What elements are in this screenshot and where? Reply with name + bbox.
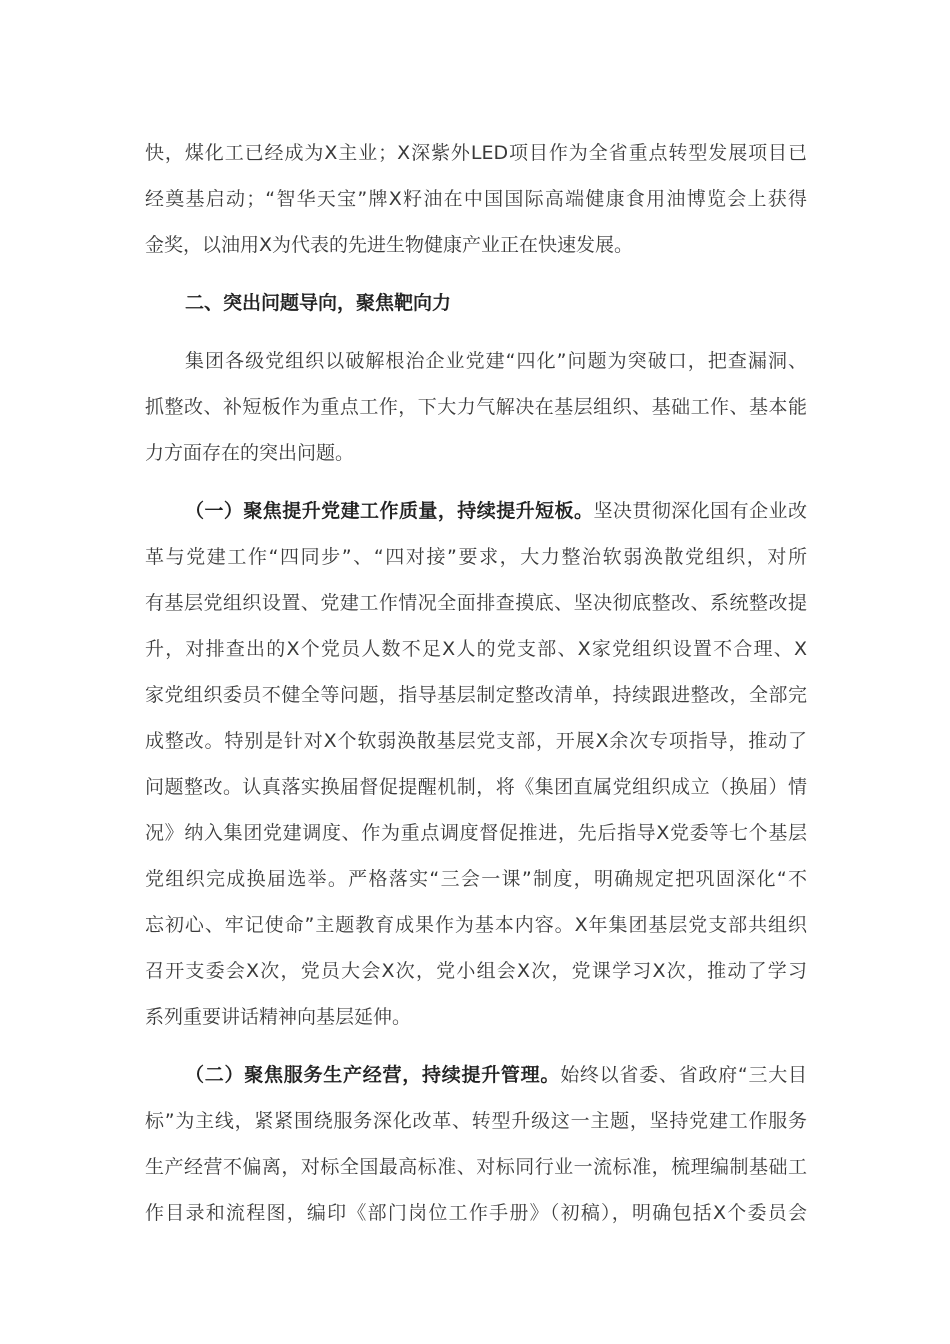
text-line: 作目录和流程图，编印《部门岗位工作手册》（初稿），明确包括X个委员会 (145, 1202, 807, 1224)
text-line (145, 1052, 807, 1098)
text-line: 召开支委会X次，党员大会X次，党小组会X次，党课学习X次，推动了学习 (145, 960, 807, 982)
text-line: 金奖，以油用X为代表的先进生物健康产业正在快速发展。 (145, 234, 634, 256)
paragraph-1 (145, 130, 807, 268)
subsection-lead: （二）聚焦服务生产经营，持续提升管理。 (185, 1064, 561, 1086)
text-line: 生产经营不偏离，对标全国最高标准、对标同行业一流标准，梳理编制基础工 (145, 1156, 807, 1178)
paragraph-2 (145, 338, 807, 476)
text-line: 问题整改。认真落实换届督促提醒机制，将《集团直属党组织成立（换届）情 (145, 776, 807, 798)
text-line (145, 488, 807, 534)
text-line: 经奠基启动；“智华天宝”牌X籽油在中国国际高端健康食用油博览会上获得 (145, 188, 807, 210)
text-line: 况》纳入集团党建调度、作为重点调度督促推进，先后指导X党委等七个基层 (145, 822, 807, 844)
text-line: 快，煤化工已经成为X主业；X深紫外LED项目作为全省重点转型发展项目已 (145, 142, 807, 164)
text-line: 标”为主线，紧紧围绕服务深化改革、转型升级这一主题，坚持党建工作服务 (145, 1110, 807, 1132)
text-line: 有基层党组织设置、党建工作情况全面排查摸底、坚决彻底整改、系统整改提 (145, 592, 807, 614)
paragraph-3 (145, 488, 807, 1040)
text-line: 集团各级党组织以破解根治企业党建“四化”问题为突破口，把查漏洞、 (185, 350, 807, 372)
text-line: 家党组织委员不健全等问题，指导基层制定整改清单，持续跟进整改，全部完 (145, 684, 807, 706)
document-page (145, 130, 807, 1236)
text-line: 党组织完成换届选举。严格落实“三会一课”制度，明确规定把巩固深化“不 (145, 868, 807, 890)
text-line: 革与党建工作“四同步”、“四对接”要求，大力整治软弱涣散党组织，对所 (145, 546, 807, 568)
text-span: 坚决贯彻深化国有企业改 (593, 500, 807, 522)
text-line: 升，对排查出的X个党员人数不足X人的党支部、X家党组织设置不合理、X (145, 638, 807, 660)
text-line: 系列重要讲话精神向基层延伸。 (145, 1006, 412, 1028)
paragraph-4 (145, 1052, 807, 1236)
text-line: 力方面存在的突出问题。 (145, 442, 355, 464)
text-line: 成整改。特别是针对X个软弱涣散基层党支部，开展X余次专项指导，推动了 (145, 730, 807, 752)
section-heading: 二、突出问题导向，聚焦靶向力 (185, 292, 452, 314)
text-span: 始终以省委、省政府“三大目 (560, 1064, 807, 1086)
text-line: 忘初心、牢记使命”主题教育成果作为基本内容。X年集团基层党支部共组织 (145, 914, 807, 936)
subsection-lead: （一）聚焦提升党建工作质量，持续提升短板。 (185, 500, 594, 522)
text-line: 抓整改、补短板作为重点工作，下大力气解决在基层组织、基础工作、基本能 (145, 396, 807, 418)
